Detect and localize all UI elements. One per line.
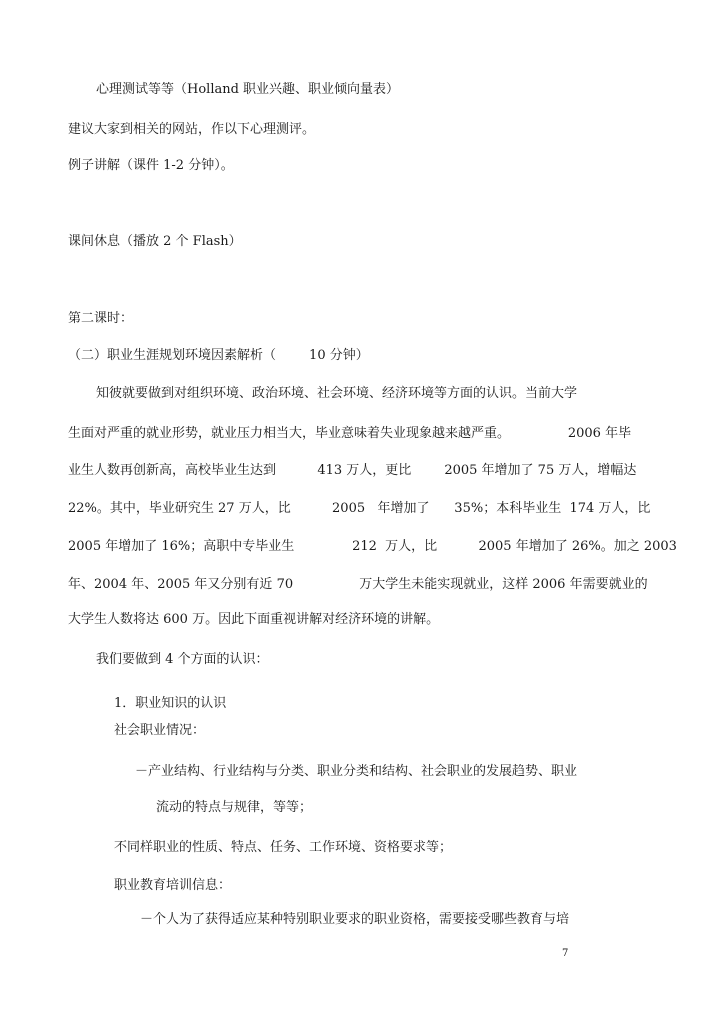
text-line-break: 课间休息（播放 2 个 Flash） xyxy=(68,234,242,249)
list-item-industry-structure: －产业结构、行业结构与分类、职业分类和结构、社会职业的发展趋势、职业 xyxy=(135,764,578,779)
list-item-qualification: －个人为了获得适应某种特别职业要求的职业资格，需要接受哪些教育与培 xyxy=(140,912,570,927)
text-line-career-nature: 不同样职业的性质、特点、任务、工作环境、资格要求等； xyxy=(114,840,453,855)
text-line-training-info: 职业教育培训信息： xyxy=(114,878,232,893)
list-heading-career-knowledge: 1．职业知识的认识 xyxy=(114,696,227,711)
paragraph-line-2: 生面对严重的就业形势，就业压力相当大，毕业意味着失业现象越来越严重。 2006 年毕 xyxy=(68,426,632,441)
text-line-social-career: 社会职业情况： xyxy=(114,723,206,738)
list-item-continuation: 流动的特点与规律，等等； xyxy=(156,800,313,815)
paragraph-line-6: 年、2004 年、2005 年又分别有近 70 万大学生未能实现就业，这样 2006 年需要就业的 xyxy=(68,577,648,592)
text-line-psych-test: 心理测试等等（Holland 职业兴趣、职业倾向量表） xyxy=(96,82,400,97)
text-line-suggestion: 建议大家到相关的网站，作以下心理测评。 xyxy=(68,122,316,137)
text-line-second-lesson: 第二课时： xyxy=(68,311,134,326)
paragraph-line-7: 大学生人数将达 600 万。因此下面重视讲解对经济环境的讲解。 xyxy=(68,612,440,627)
paragraph-line-3: 业生人数再创新高，高校毕业生达到 413 万人，更比 2005 年增加了 75 万人，增幅达 xyxy=(68,463,637,478)
paragraph-line-1: 知彼就要做到对组织环境、政治环境、社会环境、经济环境等方面的认识。当前大学 xyxy=(96,386,578,401)
text-line-four-aspects: 我们要做到 4 个方面的认识： xyxy=(96,652,269,667)
paragraph-line-4: 22%。其中，毕业研究生 27 万人，比 2005 年增加了 35%；本科毕业生 174 万人，比 xyxy=(68,501,651,516)
section-heading-environment: （二）职业生涯规划环境因素解析（ 10 分钟） xyxy=(68,348,369,363)
text-line-example: 例子讲解（课件 1-2 分钟）。 xyxy=(68,158,234,173)
page-number: 7 xyxy=(562,948,569,959)
paragraph-line-5: 2005 年增加了 16%；高职中专毕业生 212 万人，比 2005 年增加了 26%。加之 2003 xyxy=(68,539,677,554)
